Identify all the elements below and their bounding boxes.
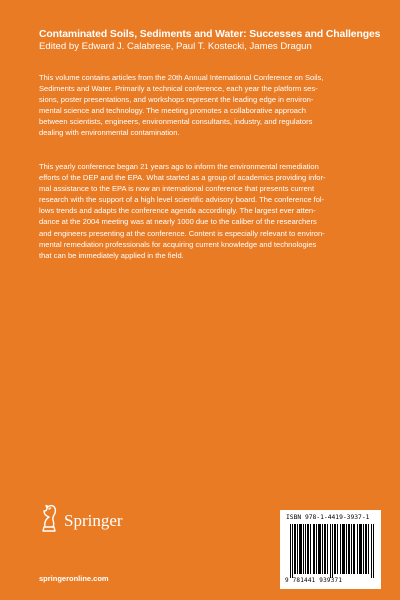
book-title: Contaminated Soils, Sediments and Water: Successes and Challenges (39, 29, 381, 40)
barcode-bars (290, 524, 374, 578)
description-line: lows trends and adapts the conference agenda accordingly. The largest ever atten- (39, 206, 316, 216)
book-editors: Edited by Edward J. Calabrese, Paul T. Kostecki, James Dragun (39, 41, 312, 52)
description-line: Sediments and Water. Primarily a technical conference, each year the platform ses- (39, 84, 318, 94)
isbn-barcode (280, 510, 381, 589)
springer-logo (38, 502, 123, 534)
description-line: sions, poster presentations, and workshops represent the leading edge in environ- (39, 95, 314, 105)
description-line: between scientists, engineers, environmental consultants, industry, and regulators (39, 117, 313, 127)
description-line: and engineers presenting at the conference. Content is especially relevant to environ- (39, 228, 325, 238)
description-paragraph-1 (39, 72, 371, 139)
springer-wordmark: Springer (64, 510, 123, 530)
description-line: efforts of the DEP and the EPA. What started as a group of academics providing infor- (39, 173, 326, 183)
description-line: This volume contains articles from the 20th Annual International Conference on Soils, (39, 73, 324, 82)
isbn-text: ISBN 978-1-4419-3937-1 (286, 514, 370, 521)
description-line: mental remediation professionals for acquiring current knowledge and technologies (39, 239, 317, 249)
description-line: dance at the 2004 meeting was at nearly 1000 due to the caliber of the researchers (39, 217, 317, 227)
description-line: mental science and technology. The meeting promotes a collaborative approach (39, 106, 306, 116)
springer-knight-icon (38, 503, 60, 533)
description-paragraph-2 (39, 161, 371, 261)
description-line: dealing with environmental contamination. (39, 128, 180, 138)
description-line: that can be immediately applied in the field. (39, 250, 184, 260)
description-line: research with the support of a high level scientific advisory board. The conference fol- (39, 195, 325, 205)
description-line: mal assistance to the EPA is now an international conference that presents current (39, 184, 315, 194)
publisher-website: springeronline.com (39, 574, 109, 583)
barcode-number: 9 781441 939371 (285, 577, 343, 584)
description-line: This yearly conference began 21 years ago to inform the environmental remediation (39, 162, 319, 171)
